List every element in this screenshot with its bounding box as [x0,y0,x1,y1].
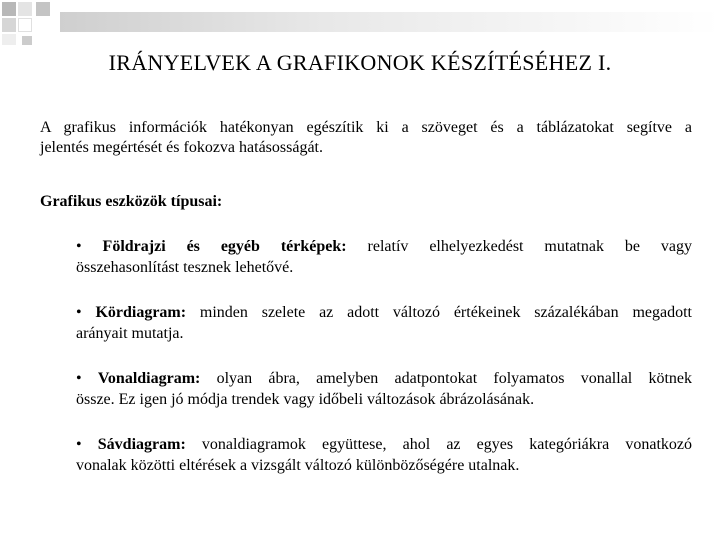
deco-square [36,2,50,16]
bullet-term: Kördiagram: [95,304,187,321]
bullet-line: arányait mutatja. [76,325,184,342]
bullet-text: minden szelete az adott változó értékeinek százalékában megadott [186,304,693,321]
bullet-term: Vonaldiagram: [97,370,201,387]
deco-square [2,2,16,16]
bullet-term: Sávdiagram: [97,436,186,453]
slide-title: IRÁNYELVEK A GRAFIKONOK KÉSZÍTÉSÉHEZ I. [108,50,612,75]
deco-square [22,36,32,45]
corner-decoration [0,0,720,45]
bullet-line: összehasonlítást tesznek lehetővé. [76,259,294,276]
bullet-text: vonaldiagramok együttese, ahol az egyes kategóriákra vonatkozó [185,436,693,453]
header-gradient-bar [60,12,720,32]
bullet-symbol: • [76,370,82,387]
bullet-symbol: • [76,238,82,255]
intro-line: jelentés megértését és fokozva hatásosságát. [40,139,323,156]
bullet-line [76,302,692,323]
bullet-line [76,368,692,389]
bullet-line [76,236,692,257]
intro-paragraph [40,118,692,158]
deco-square [2,34,16,45]
bullet-item-line-chart [76,368,692,410]
intro-line: A grafikus információk hatékonyan egészítik ki a szöveget és a táblázatokat segítve a [40,119,692,136]
bullet-symbol: • [76,304,82,321]
deco-square [18,2,32,16]
bullet-text: relatív elhelyezkedést mutatnak be vagy [346,238,693,255]
bullet-text: olyan ábra, amelyben adatpontokat folyamatos vonallal kötnek [200,370,693,387]
bullet-item-maps [76,236,692,278]
bullet-item-band-chart [76,434,692,476]
bullet-line [76,434,692,455]
deco-square [18,18,32,32]
bullet-item-pie-chart [76,302,692,344]
deco-square [2,18,16,32]
bullet-line: össze. Ez igen jó módja trendek vagy időbeli változások ábrázolásának. [76,391,535,408]
bullet-term: Földrajzi és egyéb térképek: [102,238,347,255]
bullet-symbol: • [76,436,82,453]
bullet-line: vonalak közötti eltérések a vizsgált változó különbözőségére utalnak. [76,457,520,474]
section-heading: Grafikus eszközök típusai: [40,193,223,210]
